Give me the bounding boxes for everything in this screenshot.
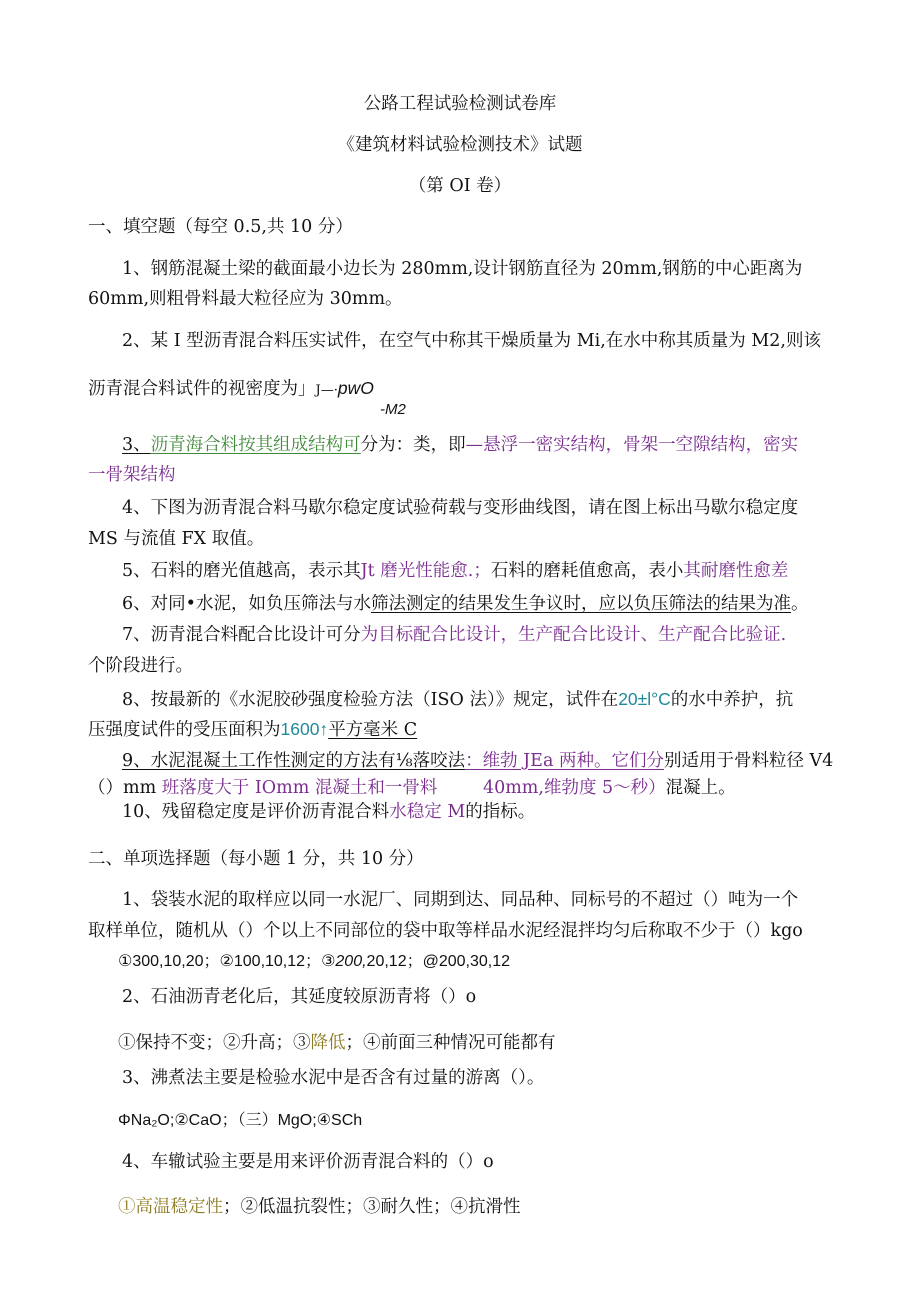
q9-end: 混凝上。 [665,778,736,798]
q2-line2 [88,376,374,403]
q2-formula-b: pwO [337,378,374,398]
q6-text: 6、对同•水泥，如负压筛法与水 [122,594,371,614]
q4-line1: 4、下图为沥青混合料马歇尔稳定度试验荷载与变形曲线图，请在图上标出马歇尔稳定度 [122,498,799,518]
q1-line1: 1、钢筋混凝土梁的截面最小边长为 280mm,设计钢筋直径为 20mm,钢筋的中心距离为 [122,259,803,279]
q5-text: 5、石料的磨光值越高，表示其 [122,561,361,581]
exam-subject-title: 《建筑材料试验检测技术》试题 [337,135,583,155]
q5-line [122,559,788,583]
q3-answer: —悬浮一密实结构，骨架一空隙结构，密实 [465,435,799,455]
mc1-option-a: ①300,10,20；②100,10,12； [118,953,322,970]
q8-text3: 压强度试件的受压面积为 [88,720,281,740]
q9-line1 [122,749,833,773]
mc1-line2: 取样单位，随机从（）个以上不同部位的袋中取等样品水泥经混拌均匀后称取不少于（）kgo [88,921,803,941]
q5-answer1: Jt 磨光性能愈.； [360,561,491,581]
mc2-option-text: ①保持不变；②升高；③ [118,1033,311,1053]
q8-line2 [88,717,417,742]
q7-line2: 个阶段进行。 [88,656,193,676]
q8-answer-temp: 20±l°C [618,689,671,709]
q3-highlight: 沥青海合料按其组成结构可 [150,435,361,455]
q3-text: 分为：类，即 [360,435,466,455]
q2-text: 沥青混合料试件的视密度为」 [88,379,316,399]
q7-answer: 为目标配合比设计，生产配合比设计、生产配合比验证. [360,625,787,645]
q9-text3: （）mm [88,778,157,798]
q9-text2: 别适用于骨料粒径 V4 [663,751,834,771]
mc3-line1: 3、沸煮法主要是检验水泥中是否含有过量的游离（）。 [122,1068,545,1088]
q6-end: 。 [790,594,809,614]
mc2-option-text2: ；④前面三种情况可能都有 [345,1033,556,1053]
q9-answer3: 40mm,维勃度 5～秒） [482,778,666,798]
q2-formula-a: J—· [315,383,338,398]
q10-end: 的指标。 [465,802,536,822]
mc1-option-b: ③200, [321,953,367,970]
q5-answer2: 其耐磨性愈差 [683,561,789,581]
q2-formula-denominator: -M2 [380,401,406,418]
q8-line1 [122,687,793,712]
q8-text2: 的水中养护，抗 [670,690,794,710]
section-heading-single-choice: 二、单项选择题（每小题 1 分，共 10 分） [88,849,424,869]
mc4-option-text: ；②低温抗裂性；③耐久性；④抗滑性 [223,1197,521,1217]
mc3-options: ΦNa₂O;②CaO；（三）MgO;④SCh [118,1112,363,1129]
q7-line1 [122,623,786,647]
q9-line2 [88,776,736,800]
q3-line1 [122,433,798,457]
q3-number: 3、 [122,435,151,455]
mc2-answer: 降低 [310,1033,346,1053]
q8-unit: 平方毫米 C [328,720,418,740]
q5-text2: 石料的磨耗值愈高，表小 [490,561,684,581]
mc4-answer: ①高温稳定性 [118,1197,223,1217]
exam-volume-label: （第 OI 卷） [408,176,512,196]
q6-answer: 筛法测定的结果发生争议时，应以负压筛法的结果为准 [370,594,791,614]
document-title: 公路工程试验检测试卷库 [363,94,557,114]
mc1-line1: 1、袋装水泥的取样应以同一水泥厂、同期到达、同品种、同标号的不超过（）吨为一个 [122,890,799,910]
q3-line2: 一骨架结构 [88,465,176,485]
q9-answer2: 班落度大于 IOmm 混凝土和一骨料 [161,778,438,798]
q10-line [122,800,535,824]
q2-line1: 2、某 I 型沥青混合料压实试件，在空气中称其干燥质量为 Mi,在水中称其质量为 M2,则该 [122,331,821,351]
mc2-line1: 2、石油沥青老化后，其延度较原沥青将（）o [122,987,477,1007]
mc4-options [118,1195,521,1219]
mc2-options [118,1031,556,1055]
q7-text: 7、沥青混合料配合比设计可分 [122,625,361,645]
q9-text: 9、水泥混凝土工作性测定的方法有⅛落咬法 [122,751,466,771]
q9-answer: ：维勃 JEa 两种。它们分 [465,751,664,771]
q4-line2: MS 与流值 FX 取值。 [88,529,265,549]
q6-line [122,592,808,616]
q1-line2: 60mm,则粗骨料最大粒径应为 30mm。 [88,289,403,309]
section-heading-fill-blank: 一、填空题（每空 0.5,共 10 分） [88,217,353,237]
q8-text: 8、按最新的《水泥胶砂强度检验方法（ISO 法）》规定，试件在 [122,690,619,710]
q8-answer-area: 1600↑ [280,719,329,739]
mc1-options [118,950,510,974]
q10-answer: 水稳定 M [389,802,466,822]
q10-text: 10、残留稳定度是评价沥青混合料 [122,802,390,822]
mc1-option-c: 20,12；@200,30,12 [366,953,511,970]
mc4-line1: 4、车辙试验主要是用来评价沥青混合料的（）o [122,1152,494,1172]
